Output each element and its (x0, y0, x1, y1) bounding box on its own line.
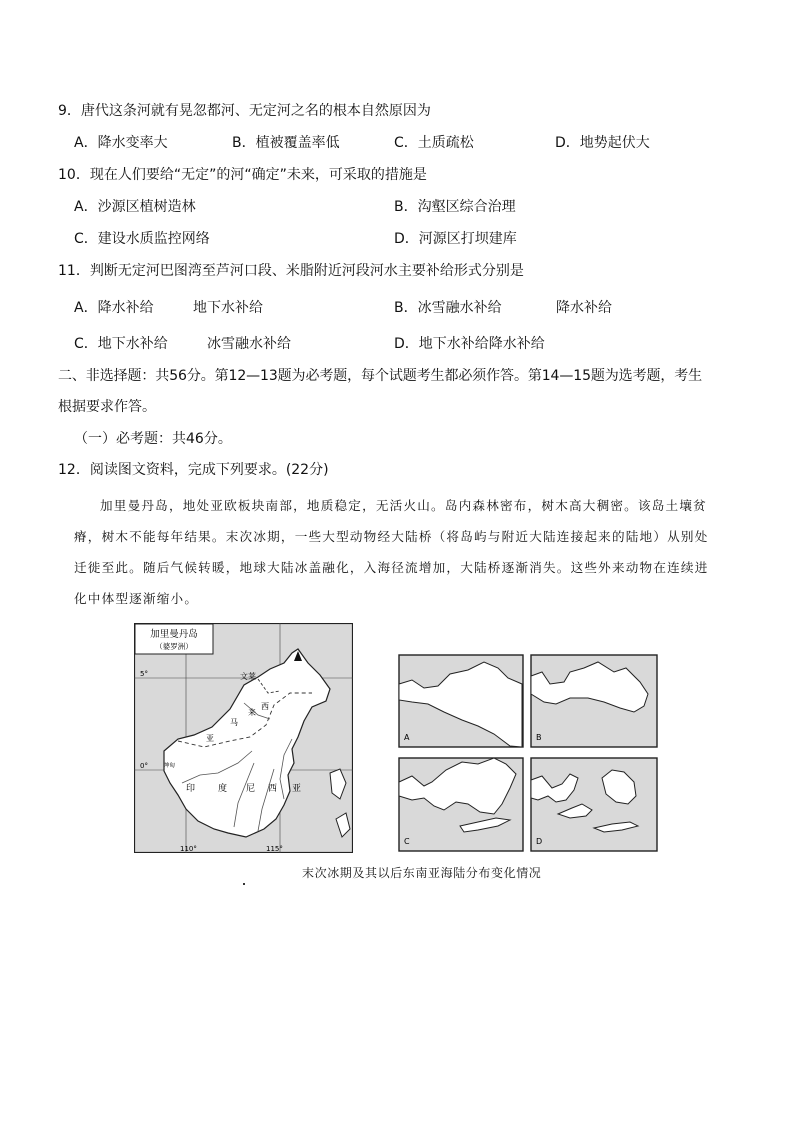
sea-land-change-maps (398, 654, 658, 852)
passage-line-1 (74, 490, 724, 521)
question-12-passage (74, 490, 724, 614)
latitude-0-label: 0° (140, 762, 148, 770)
subsection-required-heading: （一）必考题：共46分。 (74, 431, 232, 447)
question-11-stem: 11．判断无定河巴图湾至芦河口段、米脂附近河段河水主要补给形式分别是 (58, 263, 524, 279)
panel-a (399, 655, 523, 747)
question-10-option-b: B．沟壑区综合治理 (394, 199, 516, 215)
question-9-option-d: D．地势起伏大 (555, 135, 650, 151)
map-title: 加里曼丹岛 (150, 629, 198, 640)
label-indonesia-2: 度 (218, 784, 228, 794)
question-11-option-b-extra: 降水补给 (556, 300, 612, 316)
panel-b-label: B (536, 733, 542, 742)
question-9-option-c: C．土质疏松 (394, 135, 474, 151)
question-9-option-b: B．植被覆盖率低 (232, 135, 340, 151)
label-city: 坤甸 (164, 763, 176, 769)
longitude-110-label: 110° (180, 845, 197, 853)
question-11-option-d: D．地下水补给降水补给 (394, 336, 545, 352)
question-12-stem: 12．阅读图文资料，完成下列要求。(22分) (58, 462, 329, 478)
question-11-option-a-extra: 地下水补给 (193, 300, 263, 316)
panel-b (531, 655, 657, 747)
question-10-stem: 10．现在人们要给“无定”的河“确定”未来，可采取的措施是 (58, 167, 427, 183)
panel-d-frame (531, 758, 657, 851)
panel-c (399, 758, 523, 851)
label-indonesia-4: 西 (268, 784, 278, 794)
label-brunei: 文莱 (240, 672, 256, 681)
figure-caption: 末次冰期及其以后东南亚海陆分布变化情况 (302, 866, 542, 880)
longitude-115-label: 115° (266, 845, 283, 853)
question-11-option-c-extra: 冰雪融水补给 (207, 336, 291, 352)
panel-d (531, 758, 657, 851)
latitude-5-label: 5° (140, 670, 148, 678)
stray-dot (243, 883, 245, 885)
question-10-option-a: A．沙源区植树造林 (74, 199, 196, 215)
question-10-option-c: C．建设水质监控网络 (74, 231, 210, 247)
section-2-heading-line-1: 二、非选择题：共56分。第12—13题为必考题，每个试题考生都必须作答。第14—15题为选考题，考生 (58, 368, 703, 384)
panel-c-label: C (404, 837, 410, 846)
label-malaysia-xi: 西 (261, 702, 269, 711)
section-2-heading-line-2: 根据要求作答。 (58, 399, 156, 415)
map-subtitle: （婆罗洲） (155, 642, 193, 651)
label-indonesia-5: 亚 (292, 784, 302, 794)
passage-line-2: 瘠，树木不能每年结果。末次冰期，一些大型动物经大陆桥（将岛屿与附近大陆连接起来的陆地）从别处 (74, 529, 709, 544)
label-malaysia-lai: 来 (248, 708, 256, 717)
question-11-option-c: C．地下水补给 (74, 336, 168, 352)
question-9-option-a: A．降水变率大 (74, 135, 168, 151)
label-malaysia-ma: 马 (230, 718, 238, 727)
passage-line-1-text: 加里曼丹岛，地处亚欧板块南部，地质稳定，无活火山。岛内森林密布，树木高大稠密。该岛土壤贫 (100, 498, 707, 513)
question-10-option-d: D．河源区打坝建库 (394, 231, 517, 247)
question-9-stem: 9．唐代这条河就有晃忽都河、无定河之名的根本自然原因为 (58, 103, 431, 119)
question-11-option-a: A．降水补给 (74, 300, 154, 316)
passage-line-3: 迁徙至此。随后气候转暖，地球大陆冰盖融化，入海径流增加，大陆桥逐渐消失。这些外来动物在连续进 (74, 560, 709, 575)
question-11-option-b: B．冰雪融水补给 (394, 300, 502, 316)
kalimantan-map (134, 623, 353, 853)
passage-line-4: 化中体型逐渐缩小。 (74, 591, 199, 606)
label-indonesia-3: 尼 (246, 784, 256, 794)
label-malaysia-ya: 亚 (206, 734, 214, 743)
panel-d-label: D (536, 837, 543, 846)
panel-a-label: A (404, 733, 410, 742)
label-indonesia-1: 印 (186, 784, 196, 794)
